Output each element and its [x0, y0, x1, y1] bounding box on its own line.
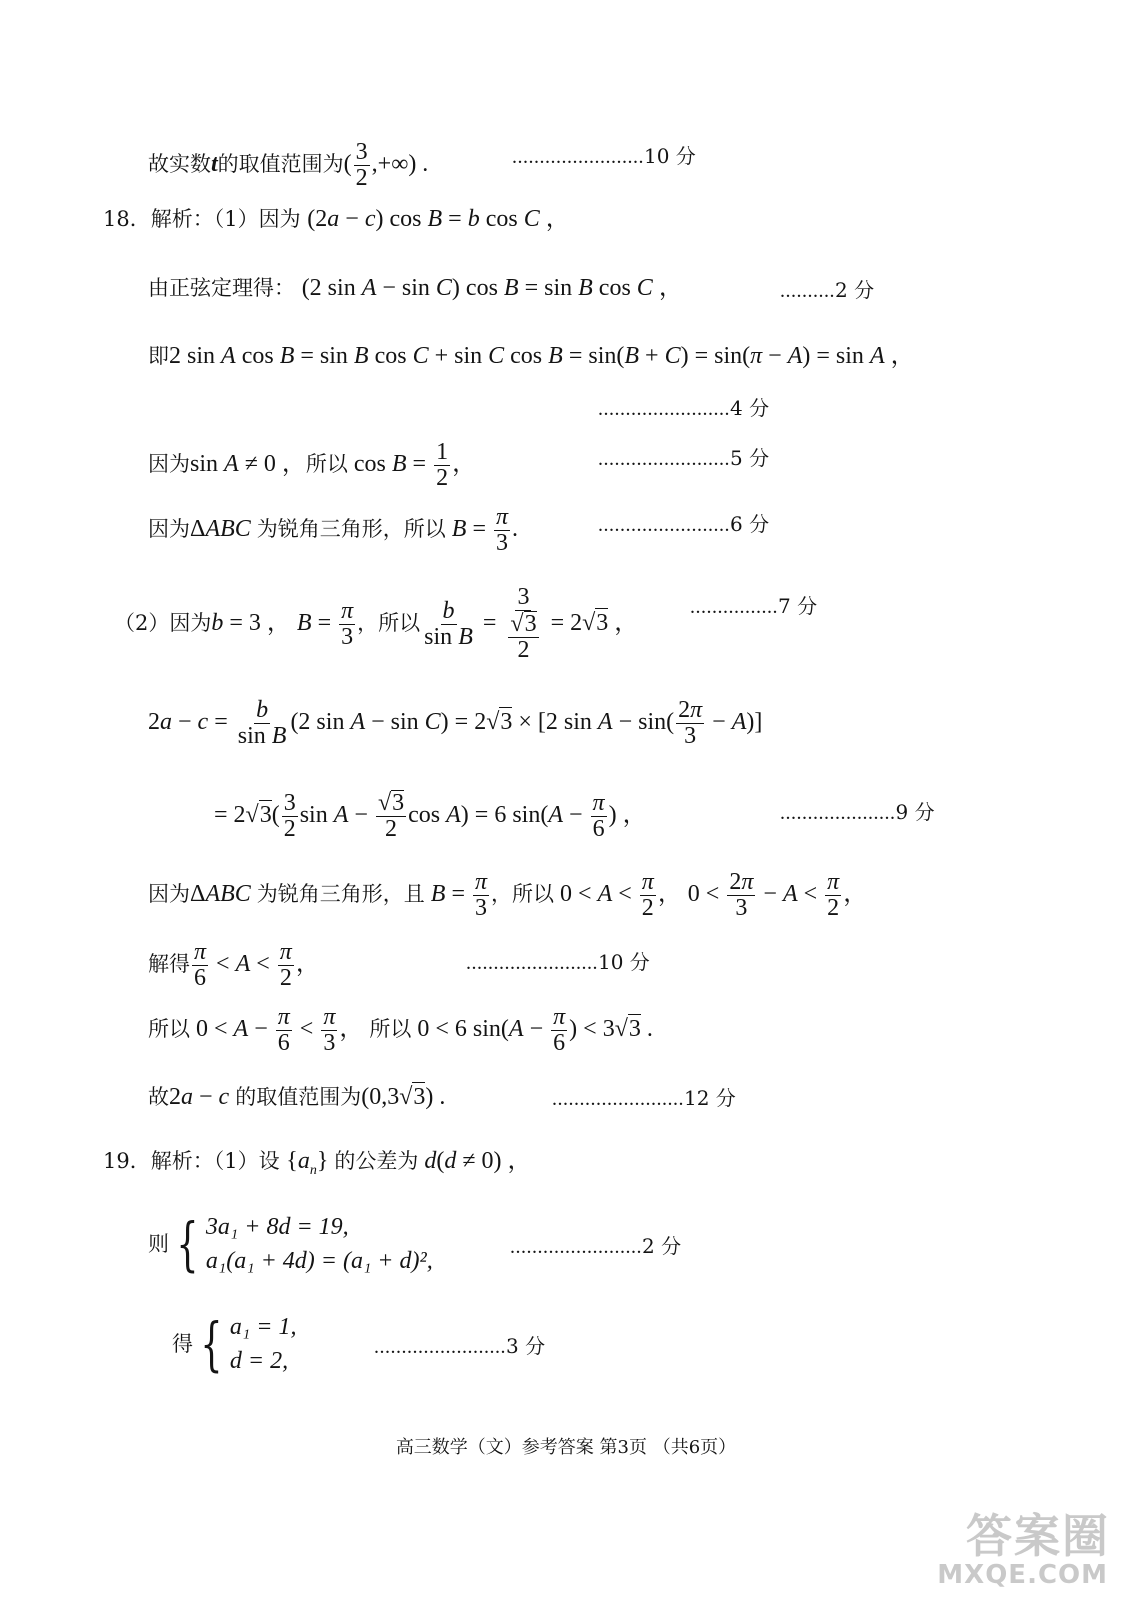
line-final	[148, 1082, 445, 1111]
line-sine-law	[148, 274, 683, 302]
math-B: ΔABC 为锐角三角形，所以 B = $\frac{\pi}{3}$ .	[190, 504, 519, 557]
score-7: ................7 分	[690, 594, 818, 618]
math-bound: 所以 0 < A − $\frac{\pi}{6}$ < $\frac{\pi}{3}$ ， 所以 0 < 6 sin(A − $\frac{\pi}{6}$ ) < 3√3 .	[148, 1004, 653, 1057]
score-5: ........................5 分	[598, 446, 770, 470]
score-4: ........................4 分	[598, 396, 770, 420]
line-B	[148, 505, 518, 556]
watermark-url: MXQE.COM	[937, 1560, 1108, 1590]
line-acute	[148, 870, 867, 921]
line-simplify	[214, 790, 647, 842]
score-10a: ........................10 分	[512, 144, 696, 168]
score-3: ........................3 分	[374, 1334, 546, 1358]
text: 由正弦定理得：	[148, 276, 295, 300]
system1-row2: a₁(a₁ + 4d) = (a₁ + d)²,	[205, 1248, 433, 1274]
q19-label: 19．解析：（1）设	[103, 1149, 280, 1173]
text: 的取值范围为	[217, 152, 344, 177]
text: （2）因为	[114, 610, 212, 635]
variable-t: t	[211, 151, 218, 178]
q19-header	[103, 1147, 532, 1185]
line-expand	[148, 342, 915, 370]
brace: {	[176, 1210, 199, 1278]
line-2a-c	[148, 698, 762, 749]
math-solve: $\frac{\pi}{6}$ < A < $\frac{\pi}{2}$ ，	[194, 939, 320, 992]
score-2a: ..........2 分	[780, 278, 875, 302]
system1-row1: 3a₁ + 8d = 19,	[205, 1214, 349, 1240]
watermark-logo: 答案圈	[966, 1509, 1110, 1563]
line-cosB	[148, 440, 476, 491]
page-footer: 高三数学（文）参考答案 第3页 （共6页）	[395, 1437, 737, 1458]
q18-header	[103, 205, 570, 233]
score-6: ........................6 分	[598, 512, 770, 536]
line-bound	[148, 1005, 653, 1056]
text: 故实数	[148, 152, 211, 177]
line-range-t	[148, 140, 428, 191]
math-expand: 2 sin A cos B = sin B cos C + sin C cos B = sin(B + C) = sin(π − A) = sin A ，	[169, 343, 915, 369]
math-sine-law: (2 sin A − sin C) cos B = sin B cos C ，	[301, 275, 683, 301]
score-10b: ........................10 分	[466, 950, 650, 974]
math-simplify: = 2√3( $\frac{3}{2}$ sin A − $\frac{√3}{2}$ cos A) = 6 sin(A − $\frac{\pi}{6}$ ) ，	[214, 789, 647, 843]
math-given: (2a − c) cos B = b cos C ，	[307, 206, 570, 232]
line-system1	[148, 1210, 433, 1278]
text: 得	[172, 1332, 193, 1356]
score-2b: ........................2 分	[510, 1234, 682, 1258]
text: 故	[148, 1085, 169, 1109]
brace: {	[200, 1310, 223, 1378]
system2	[230, 1310, 297, 1378]
score-9: .....................9 分	[780, 800, 935, 824]
math-ratio: b = 3 ， B = $\frac{\pi}{3}$ ，所以 $\frac{b}{\text{sin B}}$ = $\frac{3}{\frac{√3}{2}}$ = 2√3 ，	[211, 584, 639, 664]
text: 即	[148, 344, 169, 368]
math-final: 2a − c 的取值范围为(0,3√3) .	[169, 1084, 446, 1110]
math-cosB: sin A ≠ 0 ，所以 cos B = $\frac{1}{2}$ ，	[190, 439, 477, 492]
math-2a-c: 2a − c = $\frac{b}{\text{sin B}}$ (2 sin A − sin C) = 2√3 × [2 sin A − sin( $\frac{2\pi}{3}$ − A)]	[148, 697, 763, 750]
line-system2	[172, 1310, 296, 1378]
system2-row2: d = 2,	[229, 1348, 289, 1374]
math-acute: 因为ΔABC 为锐角三角形，且 B = $\frac{\pi}{3}$ ，所以 0 < A < $\frac{\pi}{2}$ ， 0 < $\frac{2\pi}{3}$ − A < $\frac{\pi}{2}$ ，	[148, 869, 868, 922]
line-solve	[148, 940, 320, 991]
math-range: ( $\frac{3}{2}$ ,+∞) .	[343, 139, 429, 192]
q18-label: 18．解析：（1）因为	[103, 207, 301, 231]
text: 因为	[148, 452, 190, 477]
system2-row1: a₁ = 1,	[229, 1314, 297, 1340]
system1	[206, 1210, 433, 1278]
score-12: ........................12 分	[552, 1086, 736, 1110]
text: 解得	[148, 952, 190, 977]
math-q19: $\{a_n\}$ 的公差为 d(d ≠ 0) ，	[286, 1148, 532, 1178]
text: 则	[148, 1232, 169, 1256]
text: 因为	[148, 517, 190, 542]
line-part2	[114, 585, 638, 664]
